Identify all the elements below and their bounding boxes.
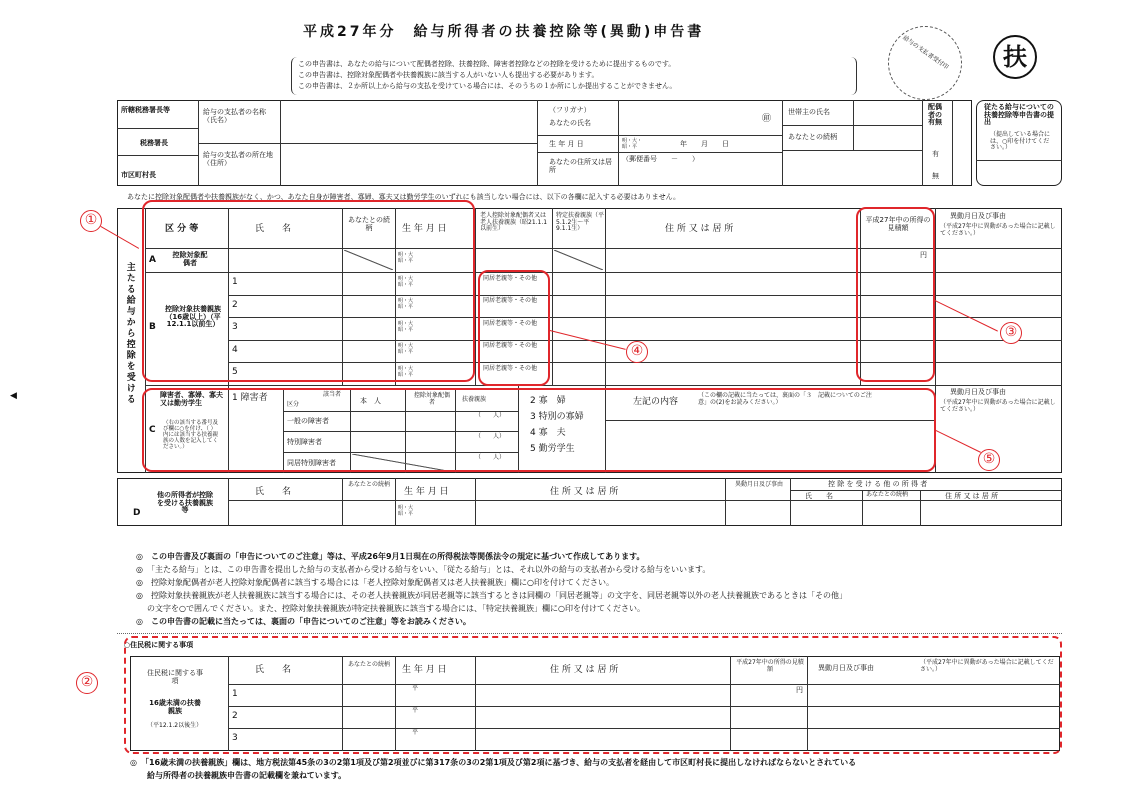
row-c-letter: C — [149, 425, 156, 435]
seal-mark: ㊞ — [762, 114, 772, 124]
c-widower[interactable]: 4 寡 夫 — [530, 428, 566, 438]
row-b4-num: 4 — [232, 345, 238, 355]
subordinate-check[interactable] — [980, 162, 1058, 184]
col-dob: 生 年 月 日 — [402, 224, 447, 234]
note-4: ◎ 控除対象扶養親族が老人扶養親族に該当する場合には、その老人扶養親族が同居老親等に該当するときは同欄の「同居老親等」の文字を、同居老親等以外の老人扶養親族であるときは「その他」 — [136, 591, 847, 600]
notice-line: あなたに控除対象配偶者や扶養親族がなく、かつ、あなた自身が障害者、寡婦、寡夫又は勤労学生のいずれにも該当しない場合には、以下の各欄に記入する必要はありません。 — [127, 193, 680, 201]
row-b2-era: 明・大昭・平 — [398, 298, 414, 310]
footer-line-2: 給与所得者の扶養親族申告書の記載欄を兼ねています。 — [147, 771, 347, 780]
row-b3-era: 明・大昭・平 — [398, 321, 414, 333]
jumin-label-2: 16歳未満の扶養親族 — [149, 699, 201, 715]
row-c-label: 障害者、寡婦、寡夫又は勤労学生 — [160, 391, 223, 407]
subordinate-note: （提出している場合には、○印を付けてください。） — [990, 131, 1051, 152]
payer-addr-label: 給与の支払者の所在地（住所） — [203, 151, 273, 168]
row-b2-elder[interactable]: 同居老親等・その他 — [483, 297, 538, 304]
marker-2: ② — [76, 672, 98, 694]
head-of-household-input[interactable] — [855, 102, 920, 123]
c-content-note: （この欄の記載に当たっては、裏面の「３ 記載についてのご注意」の(2)をお読みください。） — [698, 392, 872, 406]
c-student[interactable]: 5 勤労学生 — [530, 444, 575, 454]
highlight-5 — [142, 388, 936, 472]
d-col-change: 異動月日及び事由 — [734, 481, 783, 488]
subordinate-label: 従たる給与についての扶養控除等申告書の提出 — [984, 103, 1054, 127]
receipt-stamp-label: 給与の支払者受付印 — [901, 34, 950, 72]
c-gaito: 該当者 — [323, 391, 342, 398]
c-dokyo: 同居特別障害者 — [287, 459, 336, 467]
c-honnin: 本 人 — [360, 397, 381, 405]
row-c-note: （右の該当する番号及び欄に○を付け、（ ）内には該当する扶養親族の人数を記入してください。） — [163, 420, 219, 451]
highlight-4 — [478, 270, 550, 386]
relationship-label: あなたとの続柄 — [788, 133, 837, 141]
payer-name-input[interactable] — [282, 101, 535, 142]
jumin-col-income: 平成27年中の所得の見積額 — [736, 659, 804, 673]
col-change-note: （平成27年中に異動があった場合に記載してください。） — [940, 223, 1056, 237]
jumin-row-1-era: 平 — [412, 685, 419, 692]
row-d-era: 明・大昭・平 — [398, 505, 414, 517]
d-col-address: 住 所 又 は 居 所 — [550, 487, 619, 497]
jumin-col-change-note: （平成27年中に異動があった場合に記載してください。） — [920, 659, 1054, 673]
fu-badge-text: 扶 — [1003, 43, 1027, 71]
highlight-1 — [142, 200, 475, 382]
c-spouse: 控除対象配偶者 — [413, 392, 450, 406]
furigana-label: （フリガナ） — [549, 106, 591, 114]
dob-ymd: 年 月 日 — [680, 140, 729, 148]
jumin-row-2: 2 — [232, 711, 238, 721]
address-label: あなたの住所又は居所 — [549, 158, 612, 175]
note-2: ◎ 「主たる給与」とは、この申告書を提出した給与の支払者から受ける給与をいい、「従たる給与」とは、それ以外の給与の支払者から受ける給与をいいます。 — [136, 565, 711, 574]
row-b-letter: B — [149, 322, 156, 332]
d-col-orel: あなたとの続柄 — [866, 491, 909, 498]
your-name-input[interactable] — [620, 102, 760, 133]
col-name: 氏 名 — [255, 224, 292, 234]
row-a-yen: 円 — [920, 251, 927, 259]
marker-3: ③ — [1000, 322, 1022, 344]
d-col-oaddr: 住 所 又 は 居 所 — [945, 492, 999, 500]
d-col-rel: あなたとの続柄 — [348, 481, 391, 488]
section-divider — [117, 633, 1062, 634]
c-nin-2[interactable]: （ 人） — [475, 433, 506, 440]
jumin-col-dob: 生 年 月 日 — [402, 665, 447, 675]
c-kubun: 区分 — [287, 401, 300, 408]
row-b-label: 控除対象扶養親族（16歳以上）（平12.1.1以前生） — [165, 305, 221, 329]
intro-bracket — [291, 57, 857, 95]
main-side-label: 主たる給与から控除を受ける — [124, 262, 135, 405]
juminzei-title: ○住民税に関する事項 — [124, 641, 194, 649]
c-nin-3[interactable]: （ 人） — [475, 454, 506, 461]
jumin-label-3: （平12.1.2以後生） — [147, 722, 203, 729]
row-b1-elder[interactable]: 同居老親等・その他 — [483, 275, 538, 282]
office-2: 税務署長 — [140, 139, 168, 147]
d-col-other: 控 除 を 受 け る 他 の 所 得 者 — [828, 480, 928, 488]
spouse-no[interactable]: 無 — [932, 172, 939, 180]
payer-addr-input[interactable] — [282, 144, 535, 185]
intro-line-2: この申告書は、控除対象配偶者や扶養親族に該当する人がいない人も提出する必要があります。 — [298, 71, 599, 79]
spouse-yes[interactable]: 有 — [932, 150, 939, 158]
row-b3-num: 3 — [232, 322, 238, 332]
note-5: の文字を○で囲んでください。また、控除対象扶養親族が特定扶養親族に該当する場合には、「特定扶養親族」欄に○印を付けてください。 — [147, 604, 645, 613]
payer-name-label: 給与の支払者の名称（氏名） — [203, 108, 266, 125]
jumin-label-1: 住民税に関する事項 — [147, 669, 203, 685]
dob-era: 明・大・昭・平 — [622, 138, 643, 150]
col-elder: 老人控除対象配偶者又は老人扶養親族（昭21.1.1以前生） — [480, 212, 548, 233]
note-6: ◎ この申告書の記載に当たっては、裏面の「申告についてのご注意」等をお読みください。 — [136, 617, 471, 626]
row-a-slash-2 — [554, 250, 603, 270]
c-content-label: 左記の内容 — [633, 397, 679, 407]
jumin-yen: 円 — [796, 686, 803, 694]
jumin-col-change: 異動月日及び事由 — [818, 664, 874, 672]
c-fuyo: 扶養親族 — [462, 396, 487, 403]
row-b5-elder[interactable]: 同居老親等・その他 — [483, 365, 538, 372]
jumin-row-3: 3 — [232, 733, 238, 743]
c-widow[interactable]: 2 寡 婦 — [530, 396, 566, 406]
d-col-name: 氏 名 — [255, 487, 292, 497]
office-3: 市区町村長 — [121, 171, 156, 179]
c-tokubetsu: 特別障害者 — [287, 438, 322, 446]
row-b2-num: 2 — [232, 300, 238, 310]
row-b4-era: 明・大昭・平 — [398, 343, 414, 355]
row-b1-era: 明・大昭・平 — [398, 276, 414, 288]
row-d-letter: D — [133, 508, 141, 518]
head-of-household-label: 世帯主の氏名 — [788, 108, 830, 116]
row-d-label: 他の所得者が控除を受ける扶養親族等 — [157, 491, 213, 515]
jumin-col-name: 氏 名 — [255, 665, 292, 675]
row-b5-era: 明・大昭・平 — [398, 366, 414, 378]
highlight-2 — [124, 636, 1062, 754]
jumin-col-address: 住 所 又 は 居 所 — [550, 665, 619, 675]
left-arrow-icon: ◀ — [10, 391, 17, 401]
row-a-era: 明・大昭・平 — [398, 252, 414, 264]
marker-4: ④ — [626, 341, 648, 363]
col-relationship: あなたとの続柄 — [348, 216, 390, 233]
jumin-col-rel: あなたとの続柄 — [348, 661, 391, 668]
row-a-label: 控除対象配偶者 — [172, 251, 208, 267]
note-1: ◎ この申告書及び裏面の「申告についてのご注意」等は、平成26年9月1日現在の所得税法等関係法令の規定に基づいて作成してあります。 — [136, 552, 645, 561]
row-a-letter: A — [149, 255, 156, 265]
postal-code[interactable]: （郵便番号 － ） — [622, 155, 699, 163]
jumin-row-2-era: 平 — [412, 707, 419, 714]
footer-line-1: ◎ 「16歳未満の扶養親族」欄は、地方税法第45条の3の2第1項及び第2項並びに第317条の3の2第1項及び第2項に基づき、給与の支払者を経由して市区町村長に提出しなければならないとされている — [130, 758, 857, 767]
row-b3-elder[interactable]: 同居老親等・その他 — [483, 320, 538, 327]
your-name-label: あなたの氏名 — [549, 119, 591, 127]
highlight-3 — [856, 207, 935, 382]
c-nin-1[interactable]: （ 人） — [475, 412, 506, 419]
d-col-dob: 生 年 月 日 — [404, 487, 449, 497]
col-special: 特定扶養親族（平5.1.2生〜平9.1.1生） — [556, 212, 605, 233]
col-address: 住 所 又 は 居 所 — [665, 224, 734, 234]
form-title: 平成27年分 給与所得者の扶養控除等(異動)申告書 — [303, 24, 705, 40]
marker-1: ① — [80, 210, 102, 232]
d-col-oname: 氏 名 — [805, 492, 833, 500]
c-change: 異動月日及び事由 — [950, 388, 1006, 396]
spouse-label: 配偶者の有無 — [928, 103, 942, 127]
receipt-stamp-circle — [888, 26, 962, 100]
col-kubun: 区 分 等 — [165, 224, 199, 234]
col-change: 異動月日及び事由 — [950, 212, 1006, 220]
intro-line-3: この申告書は、２か所以上から給与の支払を受けている場合には、そのうちの１か所にしか提出することができません。 — [298, 82, 677, 90]
dob-label: 生 年 月 日 — [549, 140, 584, 148]
jumin-row-1: 1 — [232, 689, 238, 699]
row-b1-num: 1 — [232, 277, 238, 287]
marker-5: ⑤ — [978, 449, 1000, 471]
c-ippan: 一般の障害者 — [287, 417, 329, 425]
fu-badge — [993, 35, 1037, 79]
row-b4-elder[interactable]: 同居老親等・その他 — [483, 342, 538, 349]
col-income: 平成27年中の所得の見積額 — [865, 216, 931, 233]
jumin-row-3-era: 平 — [412, 729, 419, 736]
row-b5-num: 5 — [232, 367, 238, 377]
c-change-note: （平成27年中に異動があった場合に記載してください。） — [940, 399, 1056, 413]
c-special-widow[interactable]: 3 特別の寡婦 — [530, 412, 584, 422]
disabled-label: 1 障害者 — [232, 393, 268, 403]
office-1: 所轄税務署長等 — [121, 106, 170, 114]
note-3: ◎ 控除対象配偶者が老人控除対象配偶者に該当する場合には「老人控除対象配偶者又は老人扶養親族」欄に○印を付けてください。 — [136, 578, 614, 587]
intro-line-1: この申告書は、あなたの給与について配偶者控除、扶養控除、障害者控除などの控除を受けるために提出するものです。 — [298, 60, 676, 68]
